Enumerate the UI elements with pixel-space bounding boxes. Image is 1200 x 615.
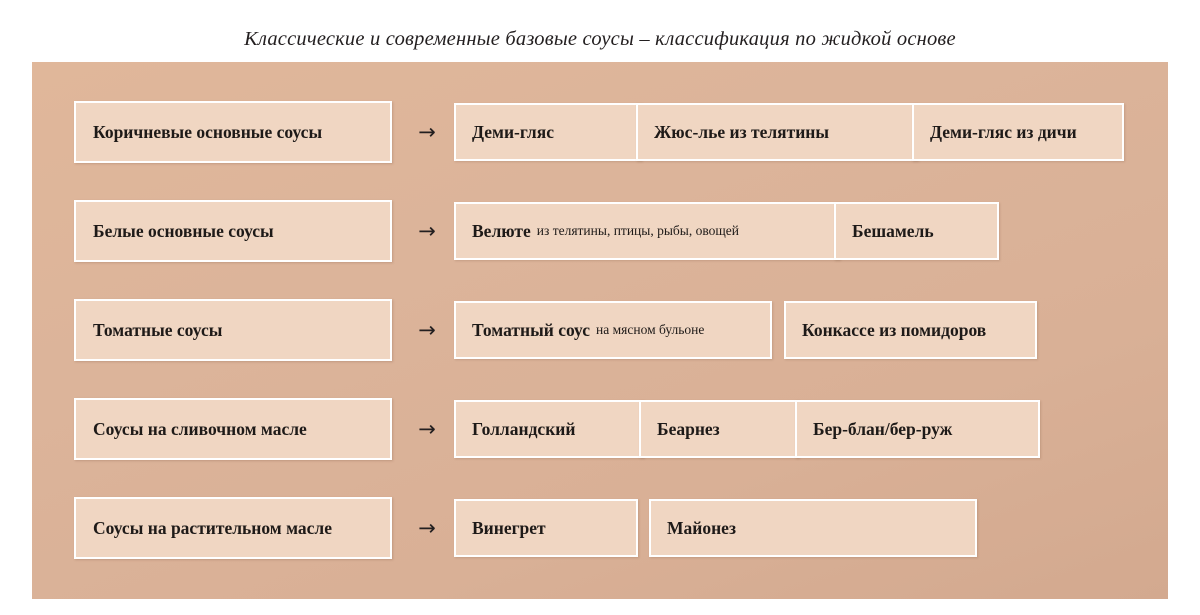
category-box[interactable] [74,200,392,262]
item-box[interactable] [639,400,799,458]
item-box[interactable] [454,400,644,458]
item-box[interactable] [636,103,918,161]
diagram-row [32,397,1168,461]
arrow-icon: → [418,416,436,441]
classification-diagram [32,62,1168,599]
diagram-row [32,199,1168,263]
item-label: Велюте [472,220,531,241]
diagram-row [32,496,1168,560]
item-box[interactable] [795,400,1040,458]
arrow-icon: → [418,317,436,342]
arrow-icon: → [418,515,436,540]
item-sublabel: на мясном бульоне [596,322,705,337]
diagram-row [32,100,1168,164]
category-label: Коричневые основные соусы [93,121,323,142]
item-label: Томатный соус [472,319,591,340]
category-box[interactable] [74,101,392,163]
category-label: Соусы на растительном масле [93,517,333,538]
category-box[interactable] [74,398,392,460]
item-box[interactable] [454,499,638,557]
item-box[interactable] [454,301,772,359]
item-box[interactable] [912,103,1124,161]
item-sublabel: из телятины, птицы, рыбы, овощей [536,223,740,238]
item-label: Жюс-лье из телятины [654,121,830,142]
item-label: Деми-гляс из дичи [930,121,1077,142]
category-box[interactable] [74,497,392,559]
item-label: Бешамель [852,220,934,241]
item-label: Деми-гляс [472,121,554,142]
slide-title-band [32,18,1168,60]
item-label: Бер-блан/бер-руж [813,418,953,439]
category-label: Соусы на сливочном масле [93,418,307,439]
item-box[interactable] [784,301,1037,359]
item-box[interactable] [834,202,999,260]
item-label: Винегрет [472,517,546,538]
arrow-icon: → [418,218,436,243]
arrow-icon: → [418,119,436,144]
category-box[interactable] [74,299,392,361]
diagram-row [32,298,1168,362]
item-box[interactable] [454,103,642,161]
item-label: Голландский [472,418,576,439]
category-label: Белые основные соусы [93,220,274,241]
item-box[interactable] [649,499,977,557]
item-box[interactable] [454,202,840,260]
item-label: Конкассе из помидоров [802,319,987,340]
page-title: Классические и современные базовые соусы – классификация по жидкой основе [244,27,956,50]
item-label: Майонез [667,517,736,538]
category-label: Томатные соусы [93,319,223,340]
item-label: Беарнез [657,418,720,439]
